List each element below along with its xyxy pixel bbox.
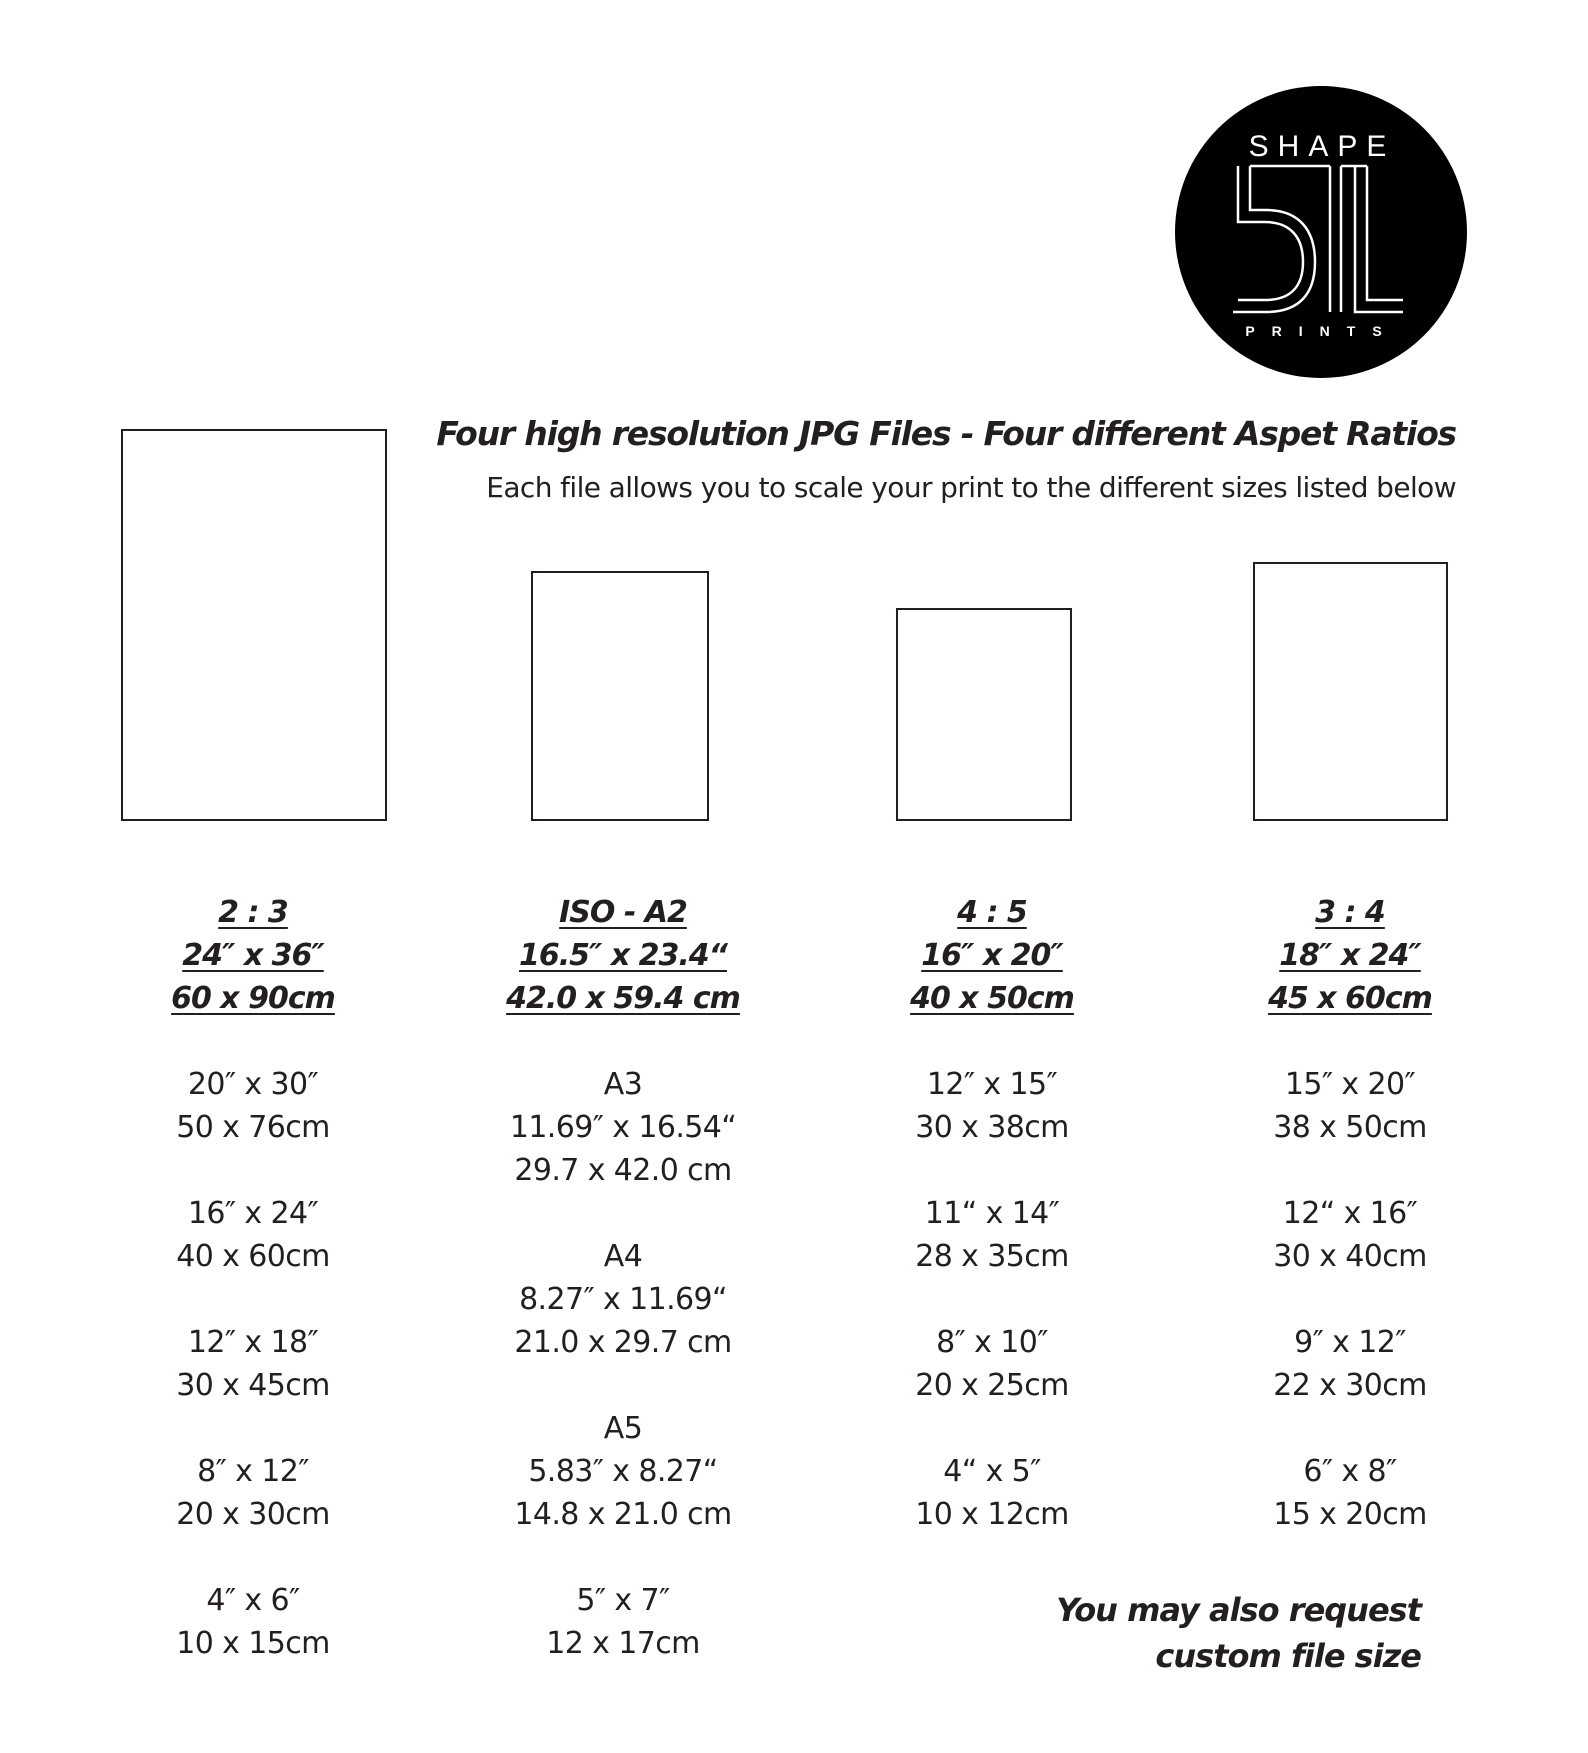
size-entry: 12 x 17cm: [546, 1626, 700, 1661]
size-group-spacer: [93, 1407, 413, 1450]
size-entry: 9″ x 12″: [1294, 1325, 1406, 1360]
size-entry: 22 x 30cm: [1273, 1368, 1427, 1403]
size-entry: 4″ x 6″: [206, 1583, 300, 1618]
size-entry: 30 x 38cm: [915, 1110, 1069, 1145]
size-group-spacer: [832, 1278, 1152, 1321]
size-entry: A4: [603, 1239, 643, 1274]
size-group-spacer: [463, 1020, 783, 1063]
size-group-spacer: [832, 1149, 1152, 1192]
size-entry: A5: [603, 1411, 643, 1446]
size-group-spacer: [832, 1020, 1152, 1063]
ratio-header-line: 16″ x 20″: [921, 938, 1063, 973]
frame-ratio-3-4: [1253, 562, 1448, 821]
size-entry: 12″ x 18″: [187, 1325, 319, 1360]
size-column-iso-a2: [463, 891, 783, 1665]
size-entry: 16″ x 24″: [187, 1196, 319, 1231]
ratio-header-line: 18″ x 24″: [1279, 938, 1421, 973]
size-group-spacer: [1190, 1407, 1510, 1450]
size-entry: 12“ x 16″: [1282, 1196, 1418, 1231]
page-subheading: Each file allows you to scale your print to the different sizes listed below: [486, 471, 1456, 504]
size-entry: 30 x 45cm: [176, 1368, 330, 1403]
size-entry: 38 x 50cm: [1273, 1110, 1427, 1145]
frame-iso-a2: [531, 571, 709, 821]
size-group-spacer: [1190, 1278, 1510, 1321]
ratio-header-line: 24″ x 36″: [182, 938, 324, 973]
size-entry: 29.7 x 42.0 cm: [514, 1153, 732, 1188]
ratio-header-line: 42.0 x 59.4 cm: [506, 981, 740, 1016]
size-group-spacer: [93, 1536, 413, 1579]
size-group-spacer: [463, 1536, 783, 1579]
size-entry: 20″ x 30″: [187, 1067, 319, 1102]
size-entry: 15″ x 20″: [1284, 1067, 1416, 1102]
ratio-header-line: 2 : 3: [218, 895, 288, 930]
size-entry: 21.0 x 29.7 cm: [514, 1325, 732, 1360]
ratio-header-line: 4 : 5: [957, 895, 1027, 930]
size-entry: A3: [603, 1067, 643, 1102]
logo-top-text: SHAPE: [1248, 130, 1396, 163]
size-group-spacer: [93, 1278, 413, 1321]
ratio-header-line: ISO - A2: [559, 895, 687, 930]
size-column-2-3: [93, 891, 413, 1665]
custom-size-note: [1056, 1587, 1421, 1679]
ratio-header-line: 16.5″ x 23.4“: [518, 938, 727, 973]
frame-ratio-4-5: [896, 608, 1072, 821]
size-entry: 30 x 40cm: [1273, 1239, 1427, 1274]
page-heading: Four high resolution JPG Files - Four different Aspet Ratios: [436, 414, 1456, 453]
ratio-header-line: 45 x 60cm: [1268, 981, 1432, 1016]
size-entry: 14.8 x 21.0 cm: [514, 1497, 732, 1532]
shape51-logo: [1175, 86, 1467, 378]
size-entry: 15 x 20cm: [1273, 1497, 1427, 1532]
size-entry: 12″ x 15″: [926, 1067, 1058, 1102]
size-entry: 28 x 35cm: [915, 1239, 1069, 1274]
frame-ratio-2-3: [121, 429, 387, 821]
size-entry: 10 x 15cm: [176, 1626, 330, 1661]
size-entry: 8″ x 12″: [197, 1454, 309, 1489]
size-column-3-4: [1190, 891, 1510, 1536]
size-group-spacer: [93, 1149, 413, 1192]
size-group-spacer: [93, 1020, 413, 1063]
size-entry: 20 x 25cm: [915, 1368, 1069, 1403]
size-entry: 20 x 30cm: [176, 1497, 330, 1532]
size-group-spacer: [1190, 1149, 1510, 1192]
size-entry: 4“ x 5″: [943, 1454, 1041, 1489]
size-entry: 5″ x 7″: [576, 1583, 670, 1618]
ratio-header-line: 3 : 4: [1315, 895, 1385, 930]
size-entry: 8″ x 10″: [936, 1325, 1048, 1360]
size-group-spacer: [1190, 1020, 1510, 1063]
size-entry: 5.83″ x 8.27“: [528, 1454, 718, 1489]
size-entry: 11“ x 14″: [924, 1196, 1060, 1231]
ratio-header-line: 60 x 90cm: [171, 981, 335, 1016]
size-entry: 11.69″ x 16.54“: [509, 1110, 737, 1145]
size-group-spacer: [463, 1192, 783, 1235]
size-column-4-5: [832, 891, 1152, 1536]
size-group-spacer: [463, 1364, 783, 1407]
size-group-spacer: [832, 1407, 1152, 1450]
size-entry: 8.27″ x 11.69“: [519, 1282, 727, 1317]
size-entry: 6″ x 8″: [1303, 1454, 1397, 1489]
custom-note-line: You may also request: [1056, 1591, 1421, 1629]
ratio-header-line: 40 x 50cm: [910, 981, 1074, 1016]
size-entry: 50 x 76cm: [176, 1110, 330, 1145]
size-entry: 40 x 60cm: [176, 1239, 330, 1274]
custom-note-line: custom file size: [1155, 1637, 1421, 1675]
logo-bottom-text: PRINTS: [1245, 323, 1399, 339]
size-entry: 10 x 12cm: [915, 1497, 1069, 1532]
